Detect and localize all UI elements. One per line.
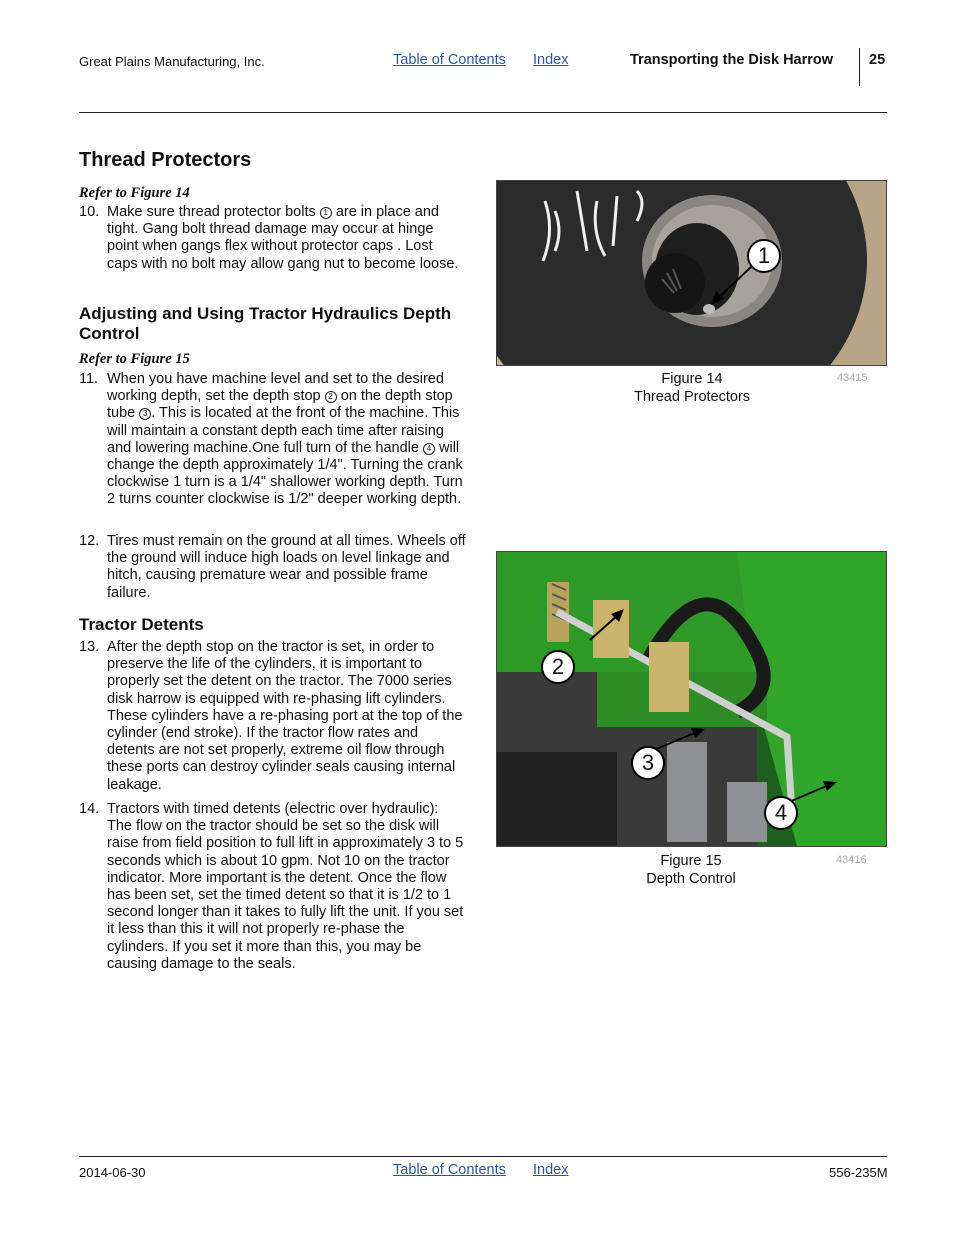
callout-3-marker: 3 <box>139 408 151 420</box>
figure-15-number: 43416 <box>836 854 867 866</box>
depth-control-illustration <box>497 552 886 846</box>
callout-3: 3 <box>631 746 665 780</box>
item-text: . This is located at the front of the machine. This will maintain a constant depth each time after raising and lowering machine.One full turn of the handle <box>107 405 460 456</box>
header-toc-link[interactable]: Table of Contents <box>393 52 506 68</box>
heading-tractor-detents: Tractor Detents <box>79 615 204 634</box>
figure-15-photo <box>496 551 887 847</box>
item-text: on the depth stop tube <box>107 388 453 422</box>
figure-14-title: Thread Protectors <box>633 388 751 405</box>
item-number: 14. <box>79 801 100 817</box>
item-text: Make sure thread protector bolts <box>107 204 316 220</box>
footer-doc-number: 556-235M <box>829 1165 888 1180</box>
page-number: 25 <box>869 52 886 68</box>
callout-1-marker: 1 <box>320 207 332 219</box>
header-rule <box>79 112 887 113</box>
figure-15-title: Depth Control <box>646 870 736 887</box>
callout-1: 1 <box>747 239 781 273</box>
heading-thread-protectors: Thread Protectors <box>79 149 252 171</box>
item-text: Tractors with timed detents (electric over hydraulic): The flow on the tractor should be set so the disk will raise from field position to full lift in approximately 3 to 5 seconds which is about 10 gpm. Not 10 on the tractor indicator. More important is the detent. Once the flow has been set, set the timed detent so that it is 1/2 to 1 second longer than it takes to fully lift the unit. If you set it less than this it will not properly re-phase the cylinders. If you set it more than this, you may be causing damage to the seals. <box>107 801 464 972</box>
ref-figure-15: Refer to Figure 15 <box>79 351 190 367</box>
footer-rule <box>79 1156 887 1157</box>
item-text: After the depth stop on the tractor is set, in order to preserve the life of the cylinders, it is important to properly set the detent on the tractor. The 7000 series disk harrow is equipped with re-phasing lift cylinders. These cylinders have a re-phasing port at the top of the cylinder (end stroke). If the tractor flow rates and detents are not set properly, extreme oil flow through these ports can destroy cylinder seals causing internal leakage. <box>107 639 463 793</box>
section-title: Transporting the Disk Harrow <box>630 52 834 68</box>
heading-hydraulics: Adjusting and Using Tractor Hydraulics Depth Control <box>79 304 452 343</box>
item-number: 12. <box>79 533 100 549</box>
item-text: When you have machine level and set to the desired working depth, set the depth stop <box>107 371 444 405</box>
footer-index-link[interactable]: Index <box>533 1162 569 1178</box>
ref-figure-14: Refer to Figure 14 <box>79 185 190 201</box>
figure-14-photo <box>496 180 887 366</box>
item-text: are in place and tight. Gang bolt thread damage may occur at hinge point when gangs flex without protector caps . Lost caps with no bolt may allow gang nut to become loose. <box>107 204 459 272</box>
footer-date: 2014-06-30 <box>79 1165 146 1180</box>
item-text: Tires must remain on the ground at all times. Wheels off the ground will induce high loads on level linkage and hitch, causing premature wear and possible frame failure. <box>107 533 466 601</box>
callout-4: 4 <box>764 796 798 830</box>
figure-15-label: Figure 15 <box>660 853 722 869</box>
figure-14-number: 43415 <box>837 372 868 384</box>
header-index-link[interactable]: Index <box>533 52 569 68</box>
callout-4-marker: 4 <box>423 443 435 455</box>
callout-2: 2 <box>541 650 575 684</box>
header-divider <box>859 48 860 86</box>
item-text: will change the depth approximately 1/4". Turning the crank clockwise 1 turn is a 1/4" shallower working depth. Turn 2 turns counter clockwise is 1/2" deeper working depth. <box>107 439 463 508</box>
item-number: 10. <box>79 204 100 220</box>
company-name: Great Plains Manufacturing, Inc. <box>79 54 265 69</box>
footer-toc-link[interactable]: Table of Contents <box>393 1162 506 1178</box>
thread-protector-illustration <box>497 181 886 365</box>
figure-14-caption <box>542 371 842 406</box>
callout-2-marker: 2 <box>325 391 337 403</box>
item-number: 13. <box>79 639 100 655</box>
figure-15-caption <box>541 853 841 888</box>
figure-14-label: Figure 14 <box>661 371 723 387</box>
item-number: 11. <box>79 371 99 387</box>
